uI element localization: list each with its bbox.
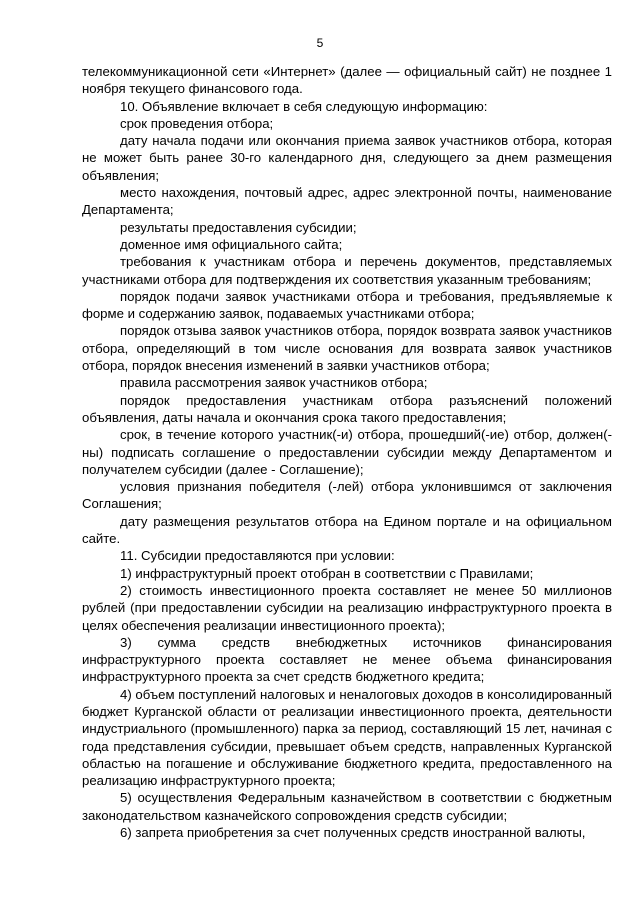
- paragraph: дату размещения результатов отбора на Едином портале и на официальном сайте.: [82, 513, 612, 547]
- paragraph: результаты предоставления субсидии;: [120, 219, 357, 235]
- paragraph: место нахождения, почтовый адрес, адрес электронной почты, наименование Департамента;: [82, 185, 612, 218]
- paragraph: порядок подачи заявок участниками отбора и требования, предъявляемые к форме и содержанию заявок, подаваемых участниками отбора;: [82, 288, 612, 322]
- paragraph: требования к участникам отбора и перечень документов, представляемых участниками отбора для подтверждения их соответствия указанным требованиям;: [82, 254, 612, 287]
- paragraph: срок проведения отбора;: [120, 115, 274, 131]
- document-body: [82, 63, 612, 841]
- page-number: 5: [316, 36, 324, 50]
- paragraph: 6) запрета приобретения за счет полученных средств иностранной валюты,: [120, 825, 586, 841]
- paragraph: 10. Объявление включает в себя следующую информацию:: [120, 98, 488, 114]
- paragraph: 5) осуществления Федеральным казначейством в соответствии с бюджетным законодательством казначейского сопровождения средств субсидии;: [82, 790, 612, 823]
- paragraph: доменное имя официального сайта;: [120, 236, 343, 252]
- paragraph: дату начала подачи или окончания приема заявок участников отбора, которая не может быть ранее 30-го календарного дня, следующего за днем размещения объявления;: [82, 133, 612, 183]
- paragraph: порядок отзыва заявок участников отбора, порядок возврата заявок участников отбора, определяющий в том числе основания для возврата заявок участников отбора, порядок внесения изменений в заявки участников отбора;: [82, 323, 612, 374]
- paragraph: порядок предоставления участникам отбора разъяснений положений объявления, даты начала и окончания срока такого предоставления;: [82, 392, 612, 425]
- paragraph: 4) объем поступлений налоговых и неналоговых доходов в консолидированный бюджет Курганской области от реализации инвестиционного проекта, деятельности индустриального (промышленного) парка за период, составляющий 15 лет, начиная с года представления субсидии, превышает объем средств, направленных Курганской областью на погашение и обслуживание бюджетного кредита, предоставленного на реализацию инфраструктурного проекта;: [82, 686, 612, 789]
- paragraph: телекоммуникационной сети «Интернет» (далее — официальный сайт) не позднее 1 ноября текущего финансового года.: [82, 64, 612, 97]
- paragraph: 11. Субсидии предоставляются при условии:: [120, 548, 395, 564]
- paragraph: правила рассмотрения заявок участников отбора;: [120, 375, 428, 391]
- paragraph: 3) сумма средств внебюджетных источников финансирования инфраструктурного проекта составляет не менее объема финансирования инфраструктурного проекта за счет средств бюджетного кредита;: [82, 634, 612, 685]
- paragraph: 2) стоимость инвестиционного проекта составляет не менее 50 миллионов рублей (при предоставлении субсидии на реализацию инфраструктурного проекта в целях обеспечения реализации инвестиционного проекта);: [82, 582, 612, 633]
- paragraph: срок, в течение которого участник(-и) отбора, прошедший(-ие) отбор, должен(-ны) подписать соглашение о предоставлении субсидии между Департаментом и получателем субсидии (далее - Соглашение);: [82, 427, 612, 477]
- paragraph: 1) инфраструктурный проект отобран в соответствии с Правилами;: [120, 565, 534, 581]
- paragraph: условия признания победителя (-лей) отбора уклонившимся от заключения Соглашения;: [82, 479, 612, 512]
